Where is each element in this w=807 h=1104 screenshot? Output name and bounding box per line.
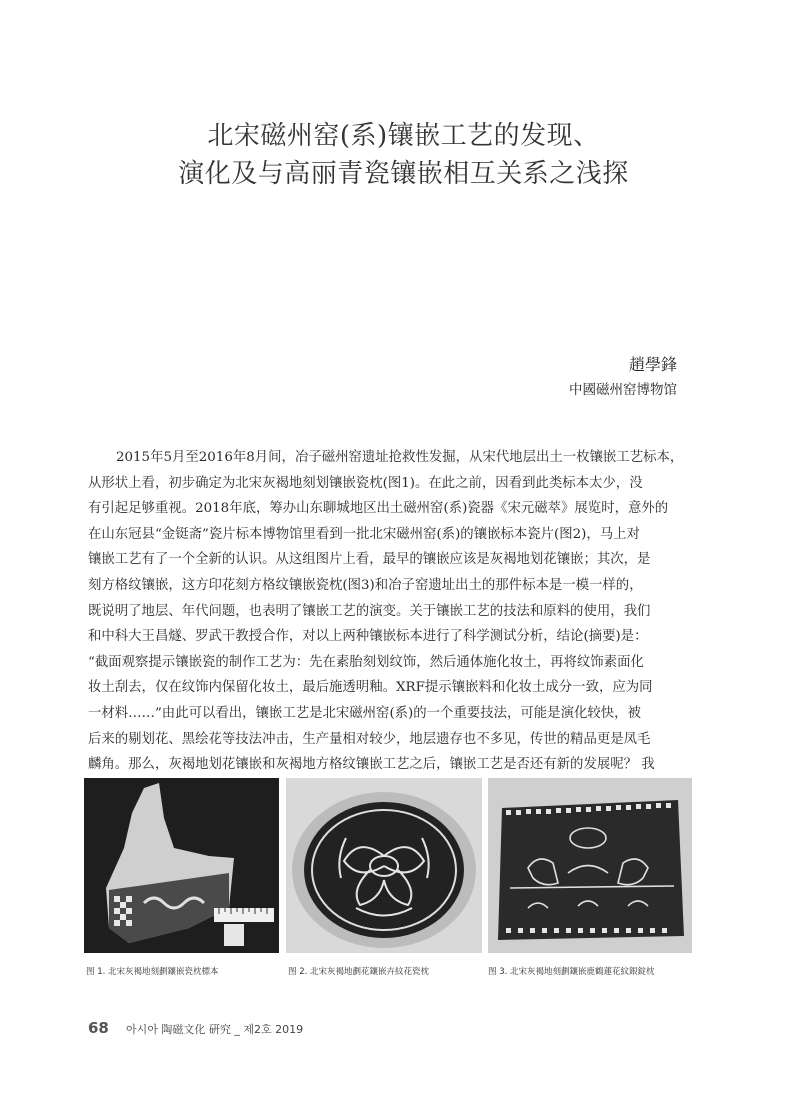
figure-captions — [84, 965, 692, 981]
author-name: 趙學鋒 — [628, 355, 677, 374]
figure-3-caption: 图 3. 北宋灰褐地刻劃鑲嵌鹿鶴蓮花紋銀錠枕 — [488, 967, 655, 977]
body-line: “截面观察提示镶嵌瓷的制作工艺为：先在素胎刻划纹饰，然后通体施化妆土，再将纹饰素面化 — [88, 654, 644, 670]
title-line-2: 演化及与高丽青瓷镶嵌相互关系之浅探 — [178, 159, 629, 189]
body-line: 镶嵌工艺有了一个全新的认识。从这组图片上看，最早的镶嵌应该是灰褐地划花镶嵌；其次，是 — [88, 552, 651, 568]
title-line-1: 北宋磁州窑(系)镶嵌工艺的发现、 — [207, 121, 600, 151]
body-line: 2015年5月至2016年8月间，冶子磁州窑遗址抢救性发掘，从宋代地层出土一枚镶嵌工艺标本， — [116, 450, 684, 465]
paragraph — [88, 445, 688, 778]
figure-1-caption: 图 1. 北宋灰褐地刻劃鑲嵌瓷枕標本 — [86, 967, 219, 977]
body-line: 和中科大王昌燧、罗武干教授合作，对以上两种镶嵌标本进行了科学测试分析，结论(摘要)是： — [88, 629, 648, 645]
shard-photo — [84, 778, 279, 953]
body-line: 麟角。那么，灰褐地划花镶嵌和灰褐地方格纹镶嵌工艺之后，镶嵌工艺是否还有新的发展呢？ 我 — [88, 757, 655, 773]
pillow-deer-photo — [488, 778, 692, 953]
body-line: 一材料……”由此可以看出，镶嵌工艺是北宋磁州窑(系)的一个重要技法，可能是演化较快，被 — [88, 705, 641, 721]
page-number: 68 — [88, 1019, 109, 1037]
pillow-flower-photo — [286, 778, 482, 953]
body-text — [88, 445, 688, 778]
figure-2-photo — [286, 778, 482, 953]
body-line: 妆土刮去，仅在纹饰内保留化妆土，最后施透明釉。XRF提示镶嵌料和化妆土成分一致，应为同 — [88, 680, 653, 696]
article-title — [120, 117, 687, 193]
body-line: 有引起足够重视。2018年底，筹办山东聊城地区出土磁州窑(系)瓷器《宋元磁萃》展览时，意外的 — [88, 501, 669, 517]
figure-row — [84, 778, 692, 953]
figure-3-photo — [488, 778, 692, 953]
author-affiliation: 中國磁州窑博物馆 — [569, 382, 677, 398]
page-footer — [88, 1018, 303, 1037]
body-line: 后来的剔划花、黑绘花等技法冲击，生产量相对较少，地层遗存也不多见，传世的精品更是凤毛 — [88, 731, 651, 747]
figure-1-photo — [84, 778, 279, 953]
journal-name: 아시아 陶磁文化 硏究 _ 제2호 2019 — [125, 1023, 304, 1036]
body-line: 既说明了地层、年代问题，也表明了镶嵌工艺的演变。关于镶嵌工艺的技法和原料的使用，我们 — [88, 603, 651, 619]
body-line: 从形状上看，初步确定为北宋灰褐地刻划镶嵌瓷枕(图1)。在此之前，因看到此类标本太少，没 — [88, 475, 643, 491]
figure-2-caption: 图 2. 北宋灰褐地劃花鑲嵌卉紋花瓷枕 — [288, 967, 430, 977]
body-line: 在山东冠县“金铤斋”瓷片标本博物馆里看到一批北宋磁州窑(系)的镶嵌标本瓷片(图2)，马上对 — [88, 526, 640, 542]
body-line: 刻方格纹镶嵌，这方印花刻方格纹镶嵌瓷枕(图3)和冶子窑遗址出土的那件标本是一模一样的， — [88, 577, 643, 593]
